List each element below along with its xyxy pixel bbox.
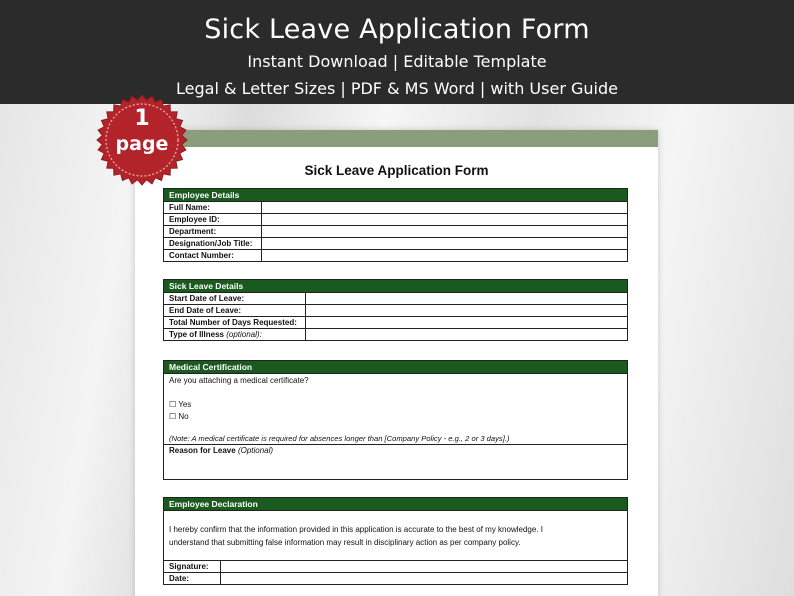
table-row (164, 560, 627, 572)
field-value[interactable] (262, 202, 627, 213)
document-preview (135, 130, 658, 596)
document-title: Sick Leave Application Form (304, 163, 489, 178)
certificate-note: (Note: A medical certificate is required for absences longer than [Company Policy - e.g., 2 or 3 days].) (169, 434, 510, 443)
section-heading: Employee Details (164, 189, 627, 201)
table-row (164, 304, 627, 316)
field-label: Full Name: (164, 202, 262, 213)
section-heading: Sick Leave Details (164, 280, 627, 292)
table-row (164, 328, 627, 340)
declaration-text (164, 510, 627, 560)
employee-details-table (163, 188, 628, 262)
one-page-badge (96, 94, 188, 186)
field-label: Date: (164, 573, 221, 584)
table-row (164, 292, 627, 304)
field-label: Contact Number: (164, 250, 262, 261)
field-label: End Date of Leave: (164, 305, 306, 316)
field-label: Designation/Job Title: (164, 238, 262, 249)
table-row (164, 237, 627, 249)
reason-label: Reason for Leave (169, 446, 236, 455)
table-row (164, 225, 627, 237)
signature-field[interactable] (221, 561, 627, 572)
certificate-question: Are you attaching a medical certificate? (169, 376, 309, 385)
field-value[interactable] (306, 293, 627, 304)
reason-for-leave-field[interactable] (164, 444, 627, 479)
field-value[interactable] (306, 329, 627, 340)
sick-leave-details-table (163, 279, 628, 341)
field-value[interactable] (262, 238, 627, 249)
employee-declaration-table (163, 497, 628, 585)
table-row (164, 213, 627, 225)
medical-certification-table (163, 360, 628, 480)
optional-note: (optional): (226, 330, 262, 339)
optional-note: (Optional) (237, 446, 274, 455)
banner-title: Sick Leave Application Form (204, 14, 590, 45)
field-label: Department: (164, 226, 262, 237)
badge-number: 1 (134, 106, 150, 131)
field-value[interactable] (306, 305, 627, 316)
no-checkbox[interactable]: ☐ No (169, 412, 189, 421)
table-row (164, 201, 627, 213)
field-value[interactable] (306, 317, 627, 328)
table-row (164, 249, 627, 261)
medical-certification-body (164, 373, 627, 444)
badge-word: page (115, 133, 169, 155)
declaration-line-1: I hereby confirm that the information provided in this application is accurate to the best of my knowledge. I (169, 525, 543, 534)
section-heading: Medical Certification (164, 361, 627, 373)
document-top-band (135, 130, 658, 147)
section-heading: Employee Declaration (164, 498, 627, 510)
declaration-line-2: understand that submitting false information may result in disciplinary action as per company policy. (169, 538, 521, 547)
illness-label: Type of Illness (169, 330, 224, 339)
banner-subtitle-1: Instant Download | Editable Template (247, 52, 547, 71)
field-value[interactable] (262, 226, 627, 237)
field-label: Employee ID: (164, 214, 262, 225)
date-field[interactable] (221, 573, 627, 584)
field-label: Start Date of Leave: (164, 293, 306, 304)
banner-header (0, 0, 794, 104)
field-label: Total Number of Days Requested: (164, 317, 306, 328)
table-row (164, 572, 627, 584)
banner-subtitle-2: Legal & Letter Sizes | PDF & MS Word | with User Guide (176, 79, 618, 98)
field-label: Signature: (164, 561, 221, 572)
field-value[interactable] (262, 214, 627, 225)
field-value[interactable] (262, 250, 627, 261)
yes-checkbox[interactable]: ☐ Yes (169, 400, 192, 409)
field-label (164, 329, 306, 340)
table-row (164, 316, 627, 328)
